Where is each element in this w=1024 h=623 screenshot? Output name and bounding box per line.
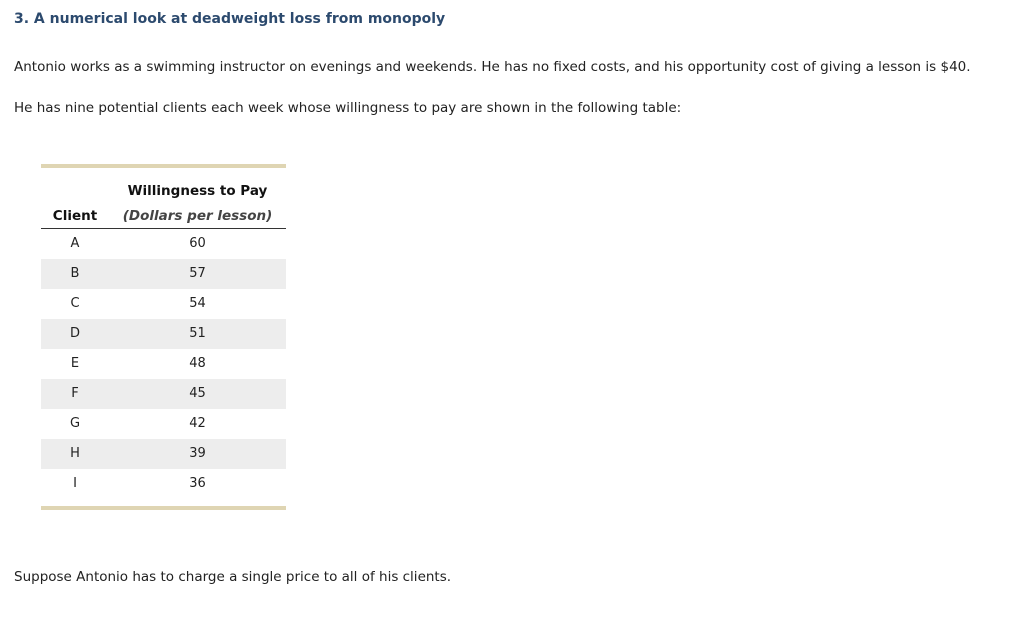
table-header [41,168,286,228]
wtp-cell: 48 [189,356,206,371]
header-units: (Dollars per lesson) [122,208,273,224]
table-row [41,439,286,469]
table-row [41,349,286,379]
client-cell: G [69,416,81,431]
client-cell: A [70,236,80,251]
wtp-cell: 51 [189,326,206,341]
client-cell: F [71,386,79,401]
client-cell: H [70,446,80,461]
table-row [41,319,286,349]
question-heading: 3. A numerical look at deadweight loss from monopoly [14,11,446,27]
wtp-cell: 54 [189,296,206,311]
wtp-cell: 42 [189,416,206,431]
client-cell: C [70,296,80,311]
table-row [41,229,286,259]
wtp-cell: 57 [189,266,206,281]
intro-paragraph: Antonio works as a swimming instructor on evenings and weekends. He has no fixed costs, and his opportunity cost of giving a lesson is $40. [14,59,971,75]
table-bottom-spacer [41,499,286,506]
client-cell: E [70,356,80,371]
client-cell: B [70,266,80,281]
closing-paragraph: Suppose Antonio has to charge a single price to all of his clients. [14,569,452,585]
header-willingness-to-pay: Willingness to Pay [127,183,268,199]
table-intro-paragraph: He has nine potential clients each week whose willingness to pay are shown in the following table: [14,100,682,116]
wtp-cell: 45 [189,386,206,401]
wtp-cell: 39 [189,446,206,461]
table-bottom-rule [41,506,286,510]
wtp-cell: 36 [189,476,206,491]
table-row [41,409,286,439]
table-row [41,289,286,319]
willingness-to-pay-table [41,164,286,510]
client-cell: I [73,476,77,491]
table-row [41,469,286,499]
wtp-cell: 60 [189,236,206,251]
table-row [41,379,286,409]
client-cell: D [69,326,80,341]
header-client: Client [52,208,98,224]
table-row [41,259,286,289]
